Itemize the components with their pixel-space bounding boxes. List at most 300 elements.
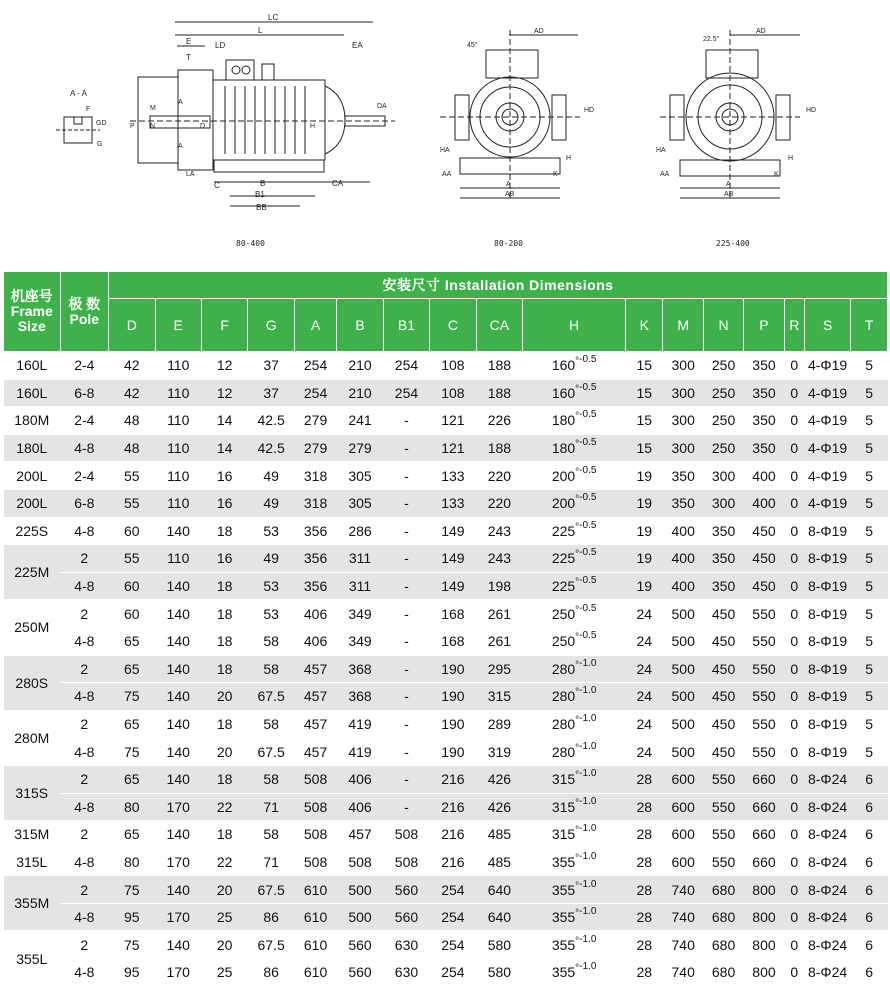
dimension-cell-k: 24 <box>626 655 663 683</box>
dimension-cell-k: 15 <box>626 407 663 435</box>
dimension-cell-t: 6 <box>851 876 888 904</box>
degree-mark: ° <box>575 908 580 920</box>
dimension-cell-s: 8-Φ19 <box>804 572 850 600</box>
h-value: 280 <box>551 660 576 677</box>
h-dimension-cell <box>523 683 626 711</box>
h-tolerance: -1.0 <box>579 713 597 725</box>
dimension-cell-b1: - <box>383 710 429 738</box>
dimension-cell-b: 305 <box>337 462 383 490</box>
dimension-cell-n: 350 <box>703 545 743 573</box>
pole-cell: 2-4 <box>60 352 108 380</box>
svg-text:F: F <box>86 106 91 113</box>
dimension-cell-b: 311 <box>337 545 383 573</box>
dimension-cell-a: 457 <box>294 655 336 683</box>
degree-mark: ° <box>575 742 580 754</box>
h-dimension-cell <box>523 627 626 655</box>
dimension-cell-m: 740 <box>663 876 703 904</box>
dimension-cell-n: 300 <box>703 462 743 490</box>
dimension-cell-p: 660 <box>744 765 784 793</box>
table-row <box>4 738 888 766</box>
frame-size-cell: 200L <box>4 462 61 490</box>
h-dimension-cell <box>523 600 626 628</box>
dimension-cell-f: 12 <box>201 379 247 407</box>
section-label: A - A <box>70 89 87 98</box>
dimension-cell-ca: 580 <box>476 959 522 987</box>
table-row <box>4 765 888 793</box>
dimension-cell-e: 170 <box>155 903 201 931</box>
dimension-cell-m: 500 <box>663 683 703 711</box>
dimension-cell-a: 610 <box>294 876 336 904</box>
dimension-cell-m: 600 <box>663 765 703 793</box>
dimension-cell-s: 8-Φ24 <box>804 876 850 904</box>
frame-size-cell: 315S <box>4 765 61 820</box>
degree-mark: ° <box>575 632 580 644</box>
table-row <box>4 379 888 407</box>
dimension-cell-f: 18 <box>201 517 247 545</box>
dimension-cell-g: 67.5 <box>248 683 294 711</box>
table-row <box>4 931 888 959</box>
dimension-cell-p: 350 <box>744 352 784 380</box>
dimension-cell-p: 350 <box>744 434 784 462</box>
dimension-cell-k: 28 <box>626 931 663 959</box>
dimension-cell-t: 5 <box>851 655 888 683</box>
degree-mark: ° <box>575 521 580 533</box>
dimension-cell-a: 356 <box>294 517 336 545</box>
dimension-cell-s: 8-Φ19 <box>804 738 850 766</box>
h-value: 315 <box>551 826 576 843</box>
h-dimension-cell <box>523 959 626 987</box>
degree-mark: ° <box>575 659 580 671</box>
dimension-cell-ca: 188 <box>476 434 522 462</box>
svg-text:A: A <box>178 99 183 106</box>
dimension-cell-m: 500 <box>663 600 703 628</box>
column-header: K <box>626 299 663 352</box>
degree-mark: ° <box>575 880 580 892</box>
dimension-cell-s: 8-Φ19 <box>804 600 850 628</box>
dimension-cell-b: 419 <box>337 738 383 766</box>
svg-text:A: A <box>178 143 183 150</box>
dimension-cell-t: 5 <box>851 407 888 435</box>
svg-text:GD: GD <box>96 120 107 127</box>
degree-mark: ° <box>575 356 580 368</box>
dimension-cell-c: 149 <box>430 572 476 600</box>
h-dimension-cell <box>523 848 626 876</box>
dimension-cell-n: 450 <box>703 655 743 683</box>
dimension-cell-b1: - <box>383 545 429 573</box>
dimension-cell-n: 550 <box>703 821 743 849</box>
dimension-cell-r: 0 <box>784 710 804 738</box>
dimension-cell-e: 140 <box>155 765 201 793</box>
column-header: H <box>523 299 626 352</box>
dimension-cell-r: 0 <box>784 959 804 987</box>
dimension-cell-n: 450 <box>703 627 743 655</box>
dimension-cell-g: 49 <box>248 545 294 573</box>
pole-header: 极 数 Pole <box>60 272 108 352</box>
dimension-cell-n: 680 <box>703 903 743 931</box>
svg-text:22.5°: 22.5° <box>703 36 720 43</box>
degree-mark: ° <box>575 715 580 727</box>
h-dimension-cell <box>523 903 626 931</box>
dimension-cell-g: 67.5 <box>248 738 294 766</box>
dimension-cell-e: 170 <box>155 959 201 987</box>
h-tolerance: -1.0 <box>579 906 597 918</box>
dimension-cell-a: 356 <box>294 545 336 573</box>
dimension-cell-r: 0 <box>784 931 804 959</box>
pole-cell: 6-8 <box>60 489 108 517</box>
dimension-cell-c: 216 <box>430 765 476 793</box>
h-tolerance: -0.5 <box>579 547 597 559</box>
h-value: 280 <box>551 716 576 733</box>
dimension-cell-e: 140 <box>155 572 201 600</box>
dimension-cell-k: 19 <box>626 517 663 545</box>
h-tolerance: -0.5 <box>579 354 597 366</box>
h-dimension-cell <box>523 545 626 573</box>
dimension-cell-p: 350 <box>744 407 784 435</box>
drawing-caption-3: 225-400 <box>716 239 750 248</box>
dimension-cell-s: 4-Φ19 <box>804 379 850 407</box>
dimension-cell-k: 28 <box>626 959 663 987</box>
column-header: F <box>201 299 247 352</box>
svg-text:LC: LC <box>268 13 279 22</box>
dimension-cell-g: 58 <box>248 765 294 793</box>
h-value: 180 <box>551 412 576 429</box>
dimension-cell-f: 22 <box>201 848 247 876</box>
dimension-cell-b1: - <box>383 793 429 821</box>
dimension-cell-c: 121 <box>430 407 476 435</box>
dimension-cell-b1: 630 <box>383 931 429 959</box>
h-dimension-cell <box>523 462 626 490</box>
dimension-cell-b1: - <box>383 434 429 462</box>
column-header: T <box>851 299 888 352</box>
dimension-cell-d: 65 <box>109 765 155 793</box>
degree-mark: ° <box>575 549 580 561</box>
dimension-cell-ca: 315 <box>476 683 522 711</box>
degree-mark: ° <box>575 770 580 782</box>
svg-text:CA: CA <box>332 179 344 188</box>
dimension-cell-g: 71 <box>248 793 294 821</box>
h-value: 355 <box>551 909 576 926</box>
dimension-cell-c: 254 <box>430 876 476 904</box>
dimension-cell-k: 28 <box>626 903 663 931</box>
dimension-cell-p: 660 <box>744 848 784 876</box>
dimension-cell-f: 18 <box>201 572 247 600</box>
side-view-drawing <box>130 13 395 248</box>
dimension-cell-d: 48 <box>109 407 155 435</box>
dimension-cell-p: 550 <box>744 683 784 711</box>
dimension-cell-m: 500 <box>663 627 703 655</box>
h-value: 250 <box>551 633 576 650</box>
h-tolerance: -0.5 <box>579 381 597 393</box>
h-tolerance: -0.5 <box>579 519 597 531</box>
dimension-cell-m: 600 <box>663 848 703 876</box>
dimension-cell-c: 216 <box>430 821 476 849</box>
dimension-cell-e: 140 <box>155 627 201 655</box>
dimension-cell-f: 20 <box>201 876 247 904</box>
dimension-cell-p: 550 <box>744 738 784 766</box>
dimension-cell-c: 190 <box>430 710 476 738</box>
dimension-cell-p: 400 <box>744 462 784 490</box>
h-dimension-cell <box>523 821 626 849</box>
pole-cell: 4-8 <box>60 848 108 876</box>
dimension-cell-d: 80 <box>109 793 155 821</box>
pole-cell: 2 <box>60 765 108 793</box>
dimension-cell-d: 60 <box>109 572 155 600</box>
h-value: 225 <box>551 522 576 539</box>
dimension-cell-b1: 630 <box>383 959 429 987</box>
dimension-cell-b: 560 <box>337 959 383 987</box>
dimension-cell-a: 508 <box>294 793 336 821</box>
h-dimension-cell <box>523 352 626 380</box>
dimension-cell-p: 450 <box>744 545 784 573</box>
dimension-cell-s: 8-Φ24 <box>804 848 850 876</box>
dimension-cell-n: 300 <box>703 489 743 517</box>
dimension-cell-p: 450 <box>744 572 784 600</box>
degree-mark: ° <box>575 411 580 423</box>
dimension-cell-e: 140 <box>155 931 201 959</box>
svg-text:HA: HA <box>656 147 666 154</box>
column-header-row <box>4 299 888 352</box>
h-tolerance: -0.5 <box>579 464 597 476</box>
dimension-cell-d: 65 <box>109 627 155 655</box>
svg-text:LD: LD <box>215 41 226 50</box>
h-tolerance: -1.0 <box>579 961 597 973</box>
dimension-cell-c: 216 <box>430 793 476 821</box>
dimension-cell-n: 450 <box>703 600 743 628</box>
pole-cell: 2 <box>60 876 108 904</box>
frame-size-cell: 315L <box>4 848 61 876</box>
front-view-drawing-1 <box>440 28 594 248</box>
dimension-cell-t: 5 <box>851 517 888 545</box>
dimension-cell-t: 6 <box>851 821 888 849</box>
dimension-cell-k: 28 <box>626 848 663 876</box>
dimension-cell-t: 5 <box>851 600 888 628</box>
technical-drawings <box>0 0 890 268</box>
dimension-cell-m: 300 <box>663 352 703 380</box>
column-header: C <box>430 299 476 352</box>
dimension-cell-f: 18 <box>201 710 247 738</box>
frame-size-cell: 160L <box>4 352 61 380</box>
dimension-cell-b1: - <box>383 489 429 517</box>
dimension-cell-s: 8-Φ19 <box>804 655 850 683</box>
dimension-cell-a: 356 <box>294 572 336 600</box>
dimension-cell-e: 110 <box>155 489 201 517</box>
dimension-cell-t: 5 <box>851 434 888 462</box>
svg-text:G: G <box>97 141 103 148</box>
dimension-cell-e: 140 <box>155 821 201 849</box>
dimension-cell-b1: 560 <box>383 903 429 931</box>
dimension-cell-k: 19 <box>626 545 663 573</box>
svg-text:C: C <box>214 181 220 190</box>
dimension-cell-ca: 640 <box>476 876 522 904</box>
h-dimension-cell <box>523 793 626 821</box>
dimension-cell-e: 140 <box>155 710 201 738</box>
dimension-cell-p: 350 <box>744 379 784 407</box>
degree-mark: ° <box>575 797 580 809</box>
h-value: 315 <box>551 798 576 815</box>
h-value: 355 <box>551 964 576 981</box>
dimension-cell-a: 457 <box>294 683 336 711</box>
pole-cell: 4-8 <box>60 434 108 462</box>
dimension-cell-f: 25 <box>201 903 247 931</box>
table-row <box>4 903 888 931</box>
h-tolerance: -0.5 <box>579 492 597 504</box>
installation-dimensions-table <box>3 271 888 987</box>
dimension-cell-t: 5 <box>851 352 888 380</box>
dimension-cell-f: 20 <box>201 931 247 959</box>
svg-text:E: E <box>186 37 192 46</box>
dimension-cell-d: 55 <box>109 489 155 517</box>
h-value: 355 <box>551 881 576 898</box>
dimension-cell-m: 300 <box>663 407 703 435</box>
dimension-cell-n: 250 <box>703 434 743 462</box>
svg-text:A: A <box>726 181 731 188</box>
dimension-cell-s: 8-Φ24 <box>804 765 850 793</box>
column-header: R <box>784 299 804 352</box>
dimension-cell-e: 140 <box>155 683 201 711</box>
dimension-cell-b: 286 <box>337 517 383 545</box>
dimension-cell-d: 75 <box>109 931 155 959</box>
dimension-cell-g: 58 <box>248 627 294 655</box>
dimension-cell-b1: - <box>383 683 429 711</box>
dimension-cell-b1: 254 <box>383 379 429 407</box>
svg-text:H: H <box>566 155 572 162</box>
dimension-cell-t: 6 <box>851 931 888 959</box>
dimension-cell-t: 5 <box>851 710 888 738</box>
dimension-cell-p: 660 <box>744 793 784 821</box>
svg-text:K: K <box>774 171 779 178</box>
dimension-cell-b: 406 <box>337 765 383 793</box>
dimension-cell-b: 349 <box>337 627 383 655</box>
dimension-cell-r: 0 <box>784 572 804 600</box>
frame-size-cell: 225S <box>4 517 61 545</box>
dimension-cell-f: 18 <box>201 600 247 628</box>
frame-size-cell: 280M <box>4 710 61 765</box>
dimension-cell-t: 5 <box>851 572 888 600</box>
frame-size-header: 机座号 Frame Size <box>4 272 61 352</box>
pole-cell: 2 <box>60 600 108 628</box>
section-a-a-drawing <box>56 89 107 148</box>
svg-text:LA: LA <box>186 171 195 178</box>
table-title: 安装尺寸 Installation Dimensions <box>109 272 888 299</box>
dimension-cell-m: 600 <box>663 821 703 849</box>
h-value: 160 <box>551 384 576 401</box>
dimension-cell-b1: - <box>383 572 429 600</box>
h-dimension-cell <box>523 489 626 517</box>
dimension-cell-ca: 226 <box>476 407 522 435</box>
dimension-cell-ca: 188 <box>476 352 522 380</box>
dimension-cell-t: 5 <box>851 738 888 766</box>
dimension-cell-k: 15 <box>626 434 663 462</box>
dimension-cell-b1: - <box>383 600 429 628</box>
dimension-cell-a: 610 <box>294 903 336 931</box>
dimension-cell-ca: 640 <box>476 903 522 931</box>
dimension-cell-m: 400 <box>663 517 703 545</box>
dimension-cell-c: 254 <box>430 931 476 959</box>
dimension-cell-e: 140 <box>155 876 201 904</box>
dimension-cell-d: 75 <box>109 876 155 904</box>
dimension-cell-p: 550 <box>744 710 784 738</box>
pole-cell: 4-8 <box>60 959 108 987</box>
dimension-cell-ca: 220 <box>476 462 522 490</box>
dimension-cell-g: 37 <box>248 352 294 380</box>
pole-cell: 2 <box>60 931 108 959</box>
table-row <box>4 407 888 435</box>
pole-cell: 4-8 <box>60 517 108 545</box>
dimension-cell-g: 49 <box>248 489 294 517</box>
frame-size-cell: 280S <box>4 655 61 710</box>
degree-mark: ° <box>575 494 580 506</box>
dimension-cell-b1: - <box>383 738 429 766</box>
h-value: 180 <box>551 440 576 457</box>
dimension-cell-ca: 426 <box>476 765 522 793</box>
pole-cell: 4-8 <box>60 738 108 766</box>
svg-text:H: H <box>310 123 316 130</box>
dimension-cell-n: 680 <box>703 876 743 904</box>
pole-cell: 2 <box>60 710 108 738</box>
dimension-cell-c: 168 <box>430 600 476 628</box>
table-row <box>4 821 888 849</box>
h-dimension-cell <box>523 572 626 600</box>
dimension-cell-r: 0 <box>784 765 804 793</box>
dimension-cell-a: 406 <box>294 600 336 628</box>
dimension-cell-k: 19 <box>626 572 663 600</box>
column-header: B1 <box>383 299 429 352</box>
dimension-cell-ca: 485 <box>476 821 522 849</box>
column-header: E <box>155 299 201 352</box>
table-row <box>4 876 888 904</box>
pole-cell: 2-4 <box>60 407 108 435</box>
svg-text:HA: HA <box>440 147 450 154</box>
svg-text:AA: AA <box>442 171 452 178</box>
dimension-cell-s: 4-Φ19 <box>804 489 850 517</box>
dimension-cell-c: 190 <box>430 738 476 766</box>
dimension-cell-g: 37 <box>248 379 294 407</box>
h-tolerance: -1.0 <box>579 795 597 807</box>
degree-mark: ° <box>575 687 580 699</box>
dimension-cell-n: 250 <box>703 407 743 435</box>
dimension-cell-r: 0 <box>784 821 804 849</box>
dimension-cell-c: 254 <box>430 903 476 931</box>
dimension-cell-r: 0 <box>784 379 804 407</box>
svg-text:L: L <box>258 26 263 35</box>
dimension-cell-t: 6 <box>851 903 888 931</box>
h-value: 280 <box>551 688 576 705</box>
dimension-cell-g: 67.5 <box>248 876 294 904</box>
dimension-cell-f: 20 <box>201 738 247 766</box>
dimension-cell-c: 254 <box>430 959 476 987</box>
h-tolerance: -0.5 <box>579 575 597 587</box>
svg-text:DA: DA <box>377 103 387 110</box>
pole-cell: 2 <box>60 821 108 849</box>
svg-text:45°: 45° <box>467 42 478 49</box>
dimension-cell-b: 349 <box>337 600 383 628</box>
dimension-cell-b: 210 <box>337 379 383 407</box>
dimension-cell-p: 800 <box>744 903 784 931</box>
dimension-cell-g: 53 <box>248 572 294 600</box>
dimension-cell-k: 15 <box>626 352 663 380</box>
dimension-cell-r: 0 <box>784 434 804 462</box>
h-value: 315 <box>551 771 576 788</box>
svg-text:AB: AB <box>724 191 734 198</box>
dimension-cell-p: 660 <box>744 821 784 849</box>
dimension-cell-n: 250 <box>703 379 743 407</box>
dimension-cell-ca: 289 <box>476 710 522 738</box>
dimension-cell-b: 419 <box>337 710 383 738</box>
dimension-cell-r: 0 <box>784 545 804 573</box>
dimension-cell-g: 49 <box>248 462 294 490</box>
h-dimension-cell <box>523 710 626 738</box>
front-view-drawing-2 <box>656 28 816 248</box>
